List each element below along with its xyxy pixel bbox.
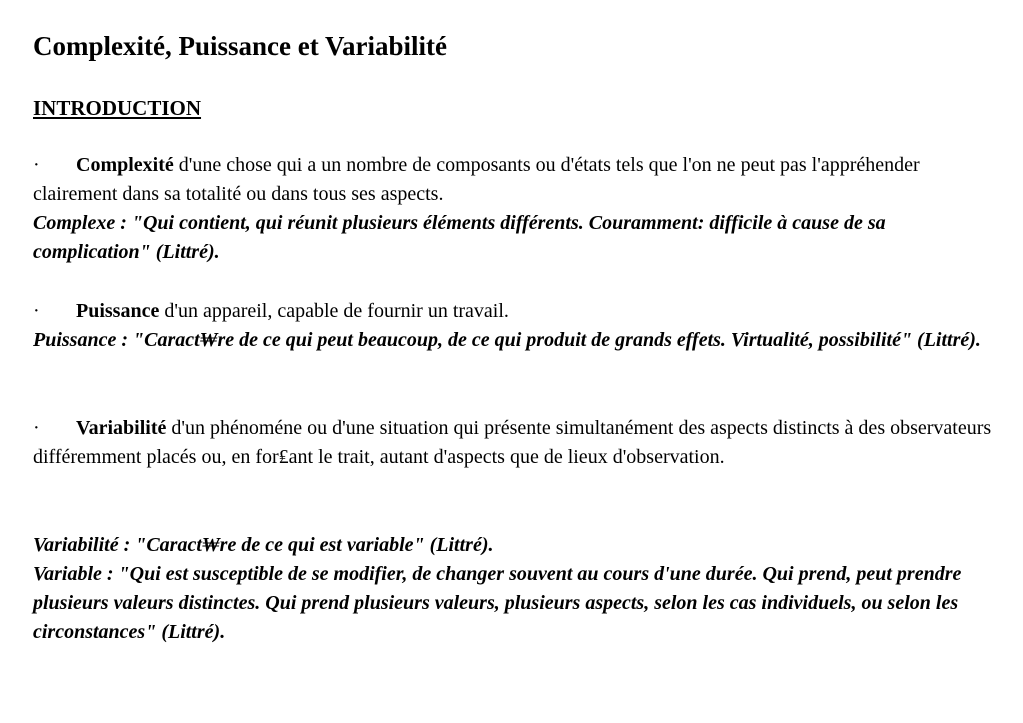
definition-puissance bbox=[33, 297, 993, 355]
quote-variable: Variable : "Qui est susceptible de se modifier, de changer souvent au cours d'une durée. Qui prend, peut prendre plusieurs valeurs distinctes. Qui prend plusieurs valeurs, plusieurs aspects, selon les cas individuels, ou selon les circonstances" (Littré). bbox=[33, 563, 962, 643]
section-heading-introduction: INTRODUCTION bbox=[33, 96, 202, 120]
page-title: Complexité, Puissance et Variabilité bbox=[33, 31, 447, 61]
definition-line bbox=[33, 297, 993, 326]
bullet: · bbox=[33, 417, 40, 439]
term-puissance: Puissance bbox=[76, 300, 160, 322]
definition-text: d'un phénoméne ou d'une situation qui présente simultanément des aspects distincts à des observateurs différemment placés ou, en for₤ant le trait, autant d'aspects que de lieux d'observation. bbox=[33, 417, 992, 468]
term-complexite: Complexité bbox=[76, 154, 174, 176]
definition-line bbox=[33, 151, 993, 209]
bullet: · bbox=[33, 154, 40, 176]
definition-line bbox=[33, 414, 993, 472]
bullet: · bbox=[33, 300, 40, 322]
definition-variabilite bbox=[33, 414, 993, 472]
definition-text: d'une chose qui a un nombre de composants ou d'états tels que l'on ne peut pas l'appréhender clairement dans sa totalité ou dans tous ses aspects. bbox=[33, 154, 920, 205]
closing-quotes bbox=[33, 531, 993, 647]
definition-text: d'un appareil, capable de fournir un travail. bbox=[159, 300, 509, 322]
definition-complexite bbox=[33, 151, 993, 267]
term-variabilite: Variabilité bbox=[76, 417, 167, 439]
quote-complexe: Complexe : "Qui contient, qui réunit plusieurs éléments différents. Couramment: difficile à cause de sa complication" (Littré). bbox=[33, 212, 886, 263]
quote-variabilite: Variabilité : "Caract₩re de ce qui est variable" (Littré). bbox=[33, 534, 494, 556]
quote-puissance: Puissance : "Caract₩re de ce qui peut beaucoup, de ce qui produit de grands effets. Virtualité, possibilité" (Littré). bbox=[33, 329, 981, 351]
